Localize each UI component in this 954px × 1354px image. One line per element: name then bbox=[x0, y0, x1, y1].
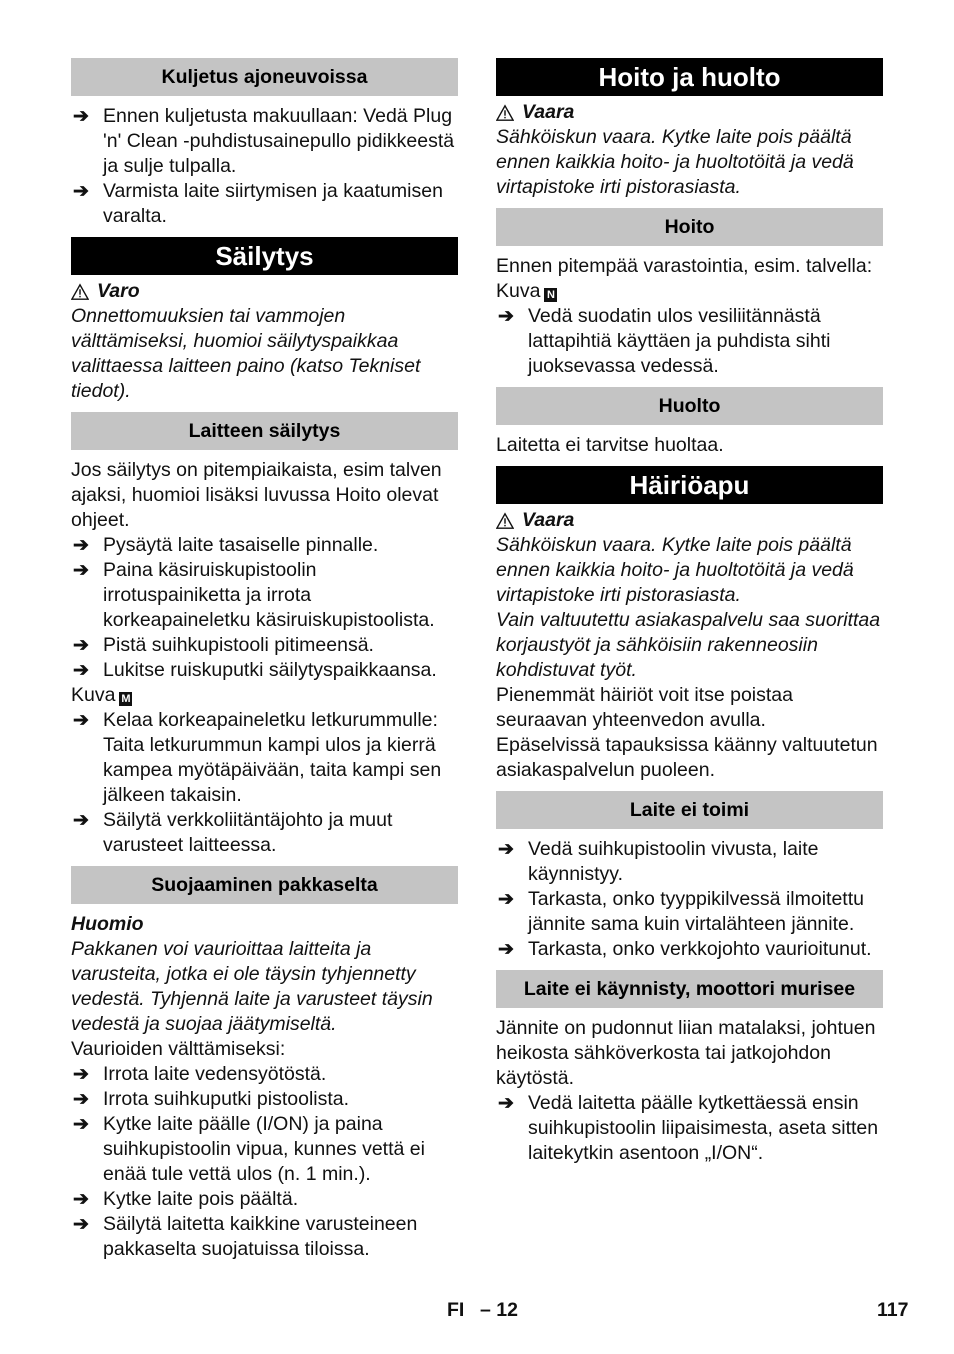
chapter-heading-trouble: Häiriöapu bbox=[496, 466, 883, 504]
list-item: ➔ Säilytä verkkoliitäntäjohto ja muut varusteet laitteessa. bbox=[73, 809, 393, 856]
warning-triangle-icon bbox=[496, 512, 514, 530]
device-storage-list bbox=[71, 533, 458, 683]
list-item: ➔ Kytke laite päälle (I/ON) ja paina suihkupistoolin vipua, kunnes vettä ei enää tule vettä ulos (n. 1 min.). bbox=[73, 1113, 425, 1185]
arrow-icon: ➔ bbox=[498, 306, 514, 327]
section-heading-hoito: Hoito bbox=[496, 208, 883, 246]
footer-language: FI bbox=[447, 1299, 465, 1321]
paragraph: Pienemmät häiriöt voit itse poistaa seuraavan yhteenvedon avulla. bbox=[496, 684, 793, 731]
arrow-icon: ➔ bbox=[498, 839, 514, 860]
section-heading-frost: Suojaaminen pakkaselta bbox=[71, 866, 458, 904]
list-item: ➔ Lukitse ruiskuputki säilytyspaikkaansa. bbox=[73, 659, 437, 681]
hoito-list bbox=[496, 304, 883, 379]
danger-label: Vaara bbox=[496, 508, 883, 533]
caution-label: Varo bbox=[71, 279, 458, 304]
list-item: ➔ Paina käsiruiskupistoolin irrotuspainiketta ja irrota korkeapaineletku käsiruiskupistoolista. bbox=[73, 559, 435, 631]
figure-reference: Kuva M bbox=[71, 684, 131, 706]
figure-letter-icon: N bbox=[544, 288, 557, 302]
section-heading-huolto: Huolto bbox=[496, 387, 883, 425]
list-item: ➔ Kelaa korkeapaineletku letkurummulle: Taita letkurummun kampi ulos ja kierrä kampea myötäpäivään, taita kampi sen jälkeen takaisin. bbox=[73, 709, 442, 806]
not-working-list bbox=[496, 837, 883, 962]
arrow-icon: ➔ bbox=[498, 939, 514, 960]
figure-letter-icon: M bbox=[121, 693, 131, 705]
caution-text: Onnettomuuksien tai vammojen välttämiseksi, huomioi säilytyspaikkaa valittaessa laitteen paino (katso Tekniset tiedot). bbox=[71, 305, 421, 402]
danger-text: Sähköiskun vaara. Kytke laite pois päältä ennen kaikkia hoito- ja huoltotöitä ja vedä virtapistoke irti pistorasiasta. bbox=[496, 534, 854, 606]
arrow-icon: ➔ bbox=[73, 1189, 89, 1210]
note-label: Huomio bbox=[71, 913, 144, 935]
arrow-icon: ➔ bbox=[73, 710, 89, 731]
arrow-icon: ➔ bbox=[498, 889, 514, 910]
section-heading-motor: Laite ei käynnisty, moottori murisee bbox=[496, 970, 883, 1008]
motor-list bbox=[496, 1091, 883, 1166]
warning-triangle-icon bbox=[71, 283, 89, 301]
section-heading-not-working: Laite ei toimi bbox=[496, 791, 883, 829]
transport-list bbox=[71, 104, 458, 229]
arrow-icon: ➔ bbox=[73, 1064, 89, 1085]
paragraph: Ennen pitempää varastointia, esim. talvella: bbox=[496, 255, 873, 277]
danger-label: Vaara bbox=[496, 100, 883, 125]
arrow-icon: ➔ bbox=[73, 106, 89, 127]
section-heading-device-storage: Laitteen säilytys bbox=[71, 412, 458, 450]
list-item: ➔ Varmista laite siirtymisen ja kaatumisen varalta. bbox=[73, 180, 443, 227]
paragraph: Laitetta ei tarvitse huoltaa. bbox=[496, 434, 724, 456]
arrow-icon: ➔ bbox=[73, 1114, 89, 1135]
warning-triangle-icon bbox=[496, 104, 514, 122]
paragraph: Jos säilytys on pitempiaikaista, esim talven ajaksi, huomioi lisäksi luvussa Hoito olevat ohjeet. bbox=[71, 459, 442, 531]
list-item: ➔ Ennen kuljetusta makuullaan: Vedä Plug 'n' Clean -puhdistusainepullo pidikkeestä ja sulje tulpalla. bbox=[73, 105, 455, 177]
device-storage-list-2 bbox=[71, 708, 458, 858]
arrow-icon: ➔ bbox=[73, 1214, 89, 1235]
section-heading-transport: Kuljetus ajoneuvoissa bbox=[71, 58, 458, 96]
paragraph: Vaurioiden välttämiseksi: bbox=[71, 1038, 286, 1060]
arrow-icon: ➔ bbox=[73, 181, 89, 202]
left-column bbox=[71, 58, 458, 1262]
list-item: ➔ Tarkasta, onko tyyppikilvessä ilmoitettu jännite sama kuin virtalähteen jännite. bbox=[498, 888, 864, 935]
list-item: ➔ Vedä suodatin ulos vesiliitännästä lattapihtiä käyttäen ja puhdista sihti juoksevassa vedessä. bbox=[498, 305, 831, 377]
arrow-icon: ➔ bbox=[498, 1093, 514, 1114]
right-column bbox=[496, 58, 883, 1166]
danger-text-2: Vain valtuutettu asiakaspalvelu saa suorittaa korjaustyöt ja sähköisiin rakenneosiin kohdistuvat työt. bbox=[496, 609, 881, 681]
list-item: ➔ Irrota laite vedensyötöstä. bbox=[73, 1063, 327, 1085]
arrow-icon: ➔ bbox=[73, 1089, 89, 1110]
arrow-icon: ➔ bbox=[73, 660, 89, 681]
footer-section-page: – 12 bbox=[480, 1299, 518, 1321]
list-item: ➔ Vedä laitetta päälle kytkettäessä ensin suihkupistoolin liipaisimesta, aseta sitten laitekytkin asentoon „I/ON“. bbox=[498, 1092, 879, 1164]
arrow-icon: ➔ bbox=[73, 560, 89, 581]
arrow-icon: ➔ bbox=[73, 810, 89, 831]
paragraph: Jännite on pudonnut liian matalaksi, johtuen heikosta sähköverkosta tai jatkojohdon käytöstä. bbox=[496, 1017, 876, 1089]
chapter-heading-care: Hoito ja huolto bbox=[496, 58, 883, 96]
note-text: Pakkanen voi vaurioittaa laitteita ja varusteita, jotka ei ole täysin tyhjennetty vedestä. Tyhjennä laite ja varusteet täysin vedestä ja suojaa jäätymiseltä. bbox=[71, 938, 433, 1035]
list-item: ➔ Säilytä laitetta kaikkine varusteineen pakkaselta suojatuissa tiloissa. bbox=[73, 1213, 418, 1260]
list-item: ➔ Pysäytä laite tasaiselle pinnalle. bbox=[73, 534, 379, 556]
arrow-icon: ➔ bbox=[73, 635, 89, 656]
arrow-icon: ➔ bbox=[73, 535, 89, 556]
list-item: ➔ Irrota suihkuputki pistoolista. bbox=[73, 1088, 350, 1110]
danger-text: Sähköiskun vaara. Kytke laite pois päältä ennen kaikkia hoito- ja huoltotöitä ja vedä virtapistoke irti pistorasiasta. bbox=[496, 126, 854, 198]
list-item: ➔ Tarkasta, onko verkkojohto vaurioitunut. bbox=[498, 938, 872, 960]
chapter-heading-storage: Säilytys bbox=[71, 237, 458, 275]
list-item: ➔ Vedä suihkupistoolin vivusta, laite käynnistyy. bbox=[498, 838, 819, 885]
list-item: ➔ Kytke laite pois päältä. bbox=[73, 1188, 299, 1210]
list-item: ➔ Pistä suihkupistooli pitimeensä. bbox=[73, 634, 374, 656]
frost-list bbox=[71, 1062, 458, 1262]
footer-page-number: 117 bbox=[877, 1299, 909, 1321]
figure-reference: Kuva N bbox=[496, 279, 883, 304]
paragraph: Epäselvissä tapauksissa käänny valtuutetun asiakaspalvelun puoleen. bbox=[496, 734, 878, 781]
